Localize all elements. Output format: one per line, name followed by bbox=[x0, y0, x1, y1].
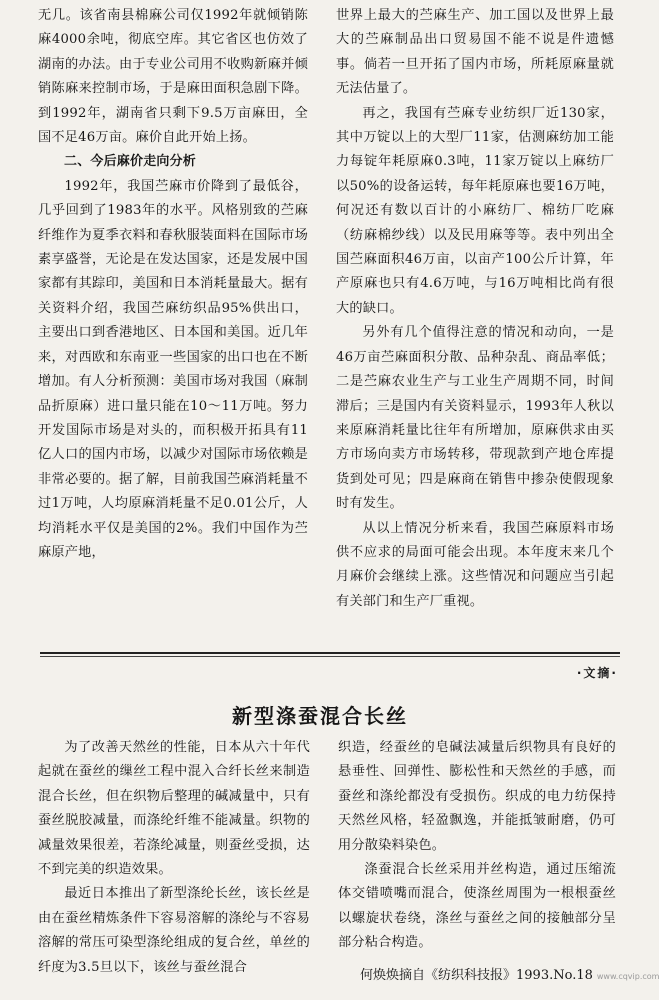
paragraph: 从以上情况分析来看，我国苎麻原料市场供不应求的局面可能会出现。本年度末来几个月麻价会继续上涨。这些情况和问题应当引起有关部门和生产厂重视。 bbox=[336, 520, 614, 609]
article-credit bbox=[360, 964, 659, 983]
paragraph: 1992年，我国苎麻市价降到了最低谷，几乎回到了1983年的水平。风格别致的苎麻纤维作为夏季衣料和春秋服装面料在国际市场素享盛誉，无论是在发达国家，还是发展中国家都有其踪印，美国和日本消耗量最大。据有关资料介绍，我国苎麻纺织品95%供出口，主要出口到香港地区、日本国和美国。近几年来，对西欧和东南亚一些国家的出口也在不断增加。有人分析预测：美国市场对我国（麻制品折原麻）进口量只能在10～11万吨。努力开发国际市场是对头的，而积极开拓具有11亿人口的国内市场，以减少对国际市场依赖是非常必要的。据了解，目前我国苎麻消耗量不过1万吨，人均原麻消耗量不足0.01公斤，人均消耗水平仅是美国的2%。我们中国作为苎麻原产地， bbox=[38, 178, 308, 560]
paragraph: 最近日本推出了新型涤纶长丝，该长丝是由在蚕丝精炼条件下容易溶解的涤纶与不容易溶解的常压可染型涤纶组成的复合丝，单丝的纤度为3.5旦以下，该丝与蚕丝混合 bbox=[38, 886, 310, 975]
watermark: www.cqvip.com bbox=[596, 972, 659, 981]
section-divider bbox=[40, 652, 620, 654]
article-right-column bbox=[338, 736, 616, 956]
paragraph: 另外有几个值得注意的情况和动向，一是46万亩苎麻面积分散、品种杂乱、商品率低；二是苎麻农业生产与工业生产周期不同，时间滞后；三是国内有关资料显示，1993年人秋以来原麻消耗量比往年有所增加，原麻供求由买方市场向卖方市场转移，带现款到产地仓库提货到处可见；四是麻商在销售中掺杂使假现象时有发生。 bbox=[336, 325, 614, 512]
paragraph: 织造，经蚕丝的皂碱法减量后织物具有良好的悬垂性、回弹性、膨松性和天然丝的手感，而蚕丝和涤纶都没有受损伤。织成的电力纺保持天然丝风格，轻盈飘逸，并能抵皱耐磨，仍可用分散染料染色。 bbox=[338, 740, 616, 853]
upper-right-column bbox=[336, 4, 614, 614]
paragraph: 再之，我国有苎麻专业纺织厂近130家，其中万锭以上的大型厂11家，估测麻纺加工能力每锭年耗原麻0.3吨，11家万锭以上麻纺厂以50%的设备运转，每年耗原麻也要16万吨，何况还有数以百计的小麻纺厂、棉纺厂吃麻（纺麻棉纱线）以及民用麻等等。表中列出全国苎麻面积46万亩，以亩产100公斤计算，年产原麻也只有4.6万吨，与16万吨相比尚有很大的缺口。 bbox=[336, 105, 614, 316]
paragraph: 世界上最大的苎麻生产、加工国以及世界上最大的苎麻制品出口贸易国不能不说是件遗憾事。倘若一旦开拓了国内市场，所耗原麻量就无法估量了。 bbox=[336, 8, 614, 97]
section-heading: 二、今后麻价走向分析 bbox=[64, 154, 197, 170]
paragraph: 涤蚕混合长丝采用并丝构造，通过压缩流体交错喷嘴而混合，使涤丝周围为一根根蚕丝以螺旋状卷绕，涤丝与蚕丝之间的接触部分呈部分粘合构造。 bbox=[338, 862, 616, 951]
article-left-column bbox=[38, 736, 310, 980]
article-title: 新型涤蚕混合长丝 bbox=[232, 704, 408, 728]
credit-text: 何焕焕摘自《纺织科技报》1993.No.18 bbox=[360, 968, 593, 983]
upper-left-column bbox=[38, 4, 308, 565]
paragraph: 为了改善天然丝的性能，日本从六十年代起就在蚕丝的缫丝工程中混入合纤长丝来制造混合长丝，但在织物后整理的碱减量中，只有蚕丝脱胶减量，而涤纶纤维不能减量。织物的减量效果很差，若涤纶减量，则蚕丝受损，达不到完美的织造效果。 bbox=[38, 740, 310, 878]
section-divider-thin bbox=[40, 656, 620, 657]
section-tag: ·文摘· bbox=[576, 666, 618, 680]
paragraph: 无几。该省南县棉麻公司仅1992年就倾销陈麻4000余吨，彻底空库。其它省区也仿效了湖南的办法。由于专业公司用不收购新麻并倾销陈麻来控制市场，于是麻田面积急剧下降。到1992年，湖南省只剩下9.5万亩麻田，全国不足46万亩。麻价自此开始上扬。 bbox=[38, 8, 308, 146]
